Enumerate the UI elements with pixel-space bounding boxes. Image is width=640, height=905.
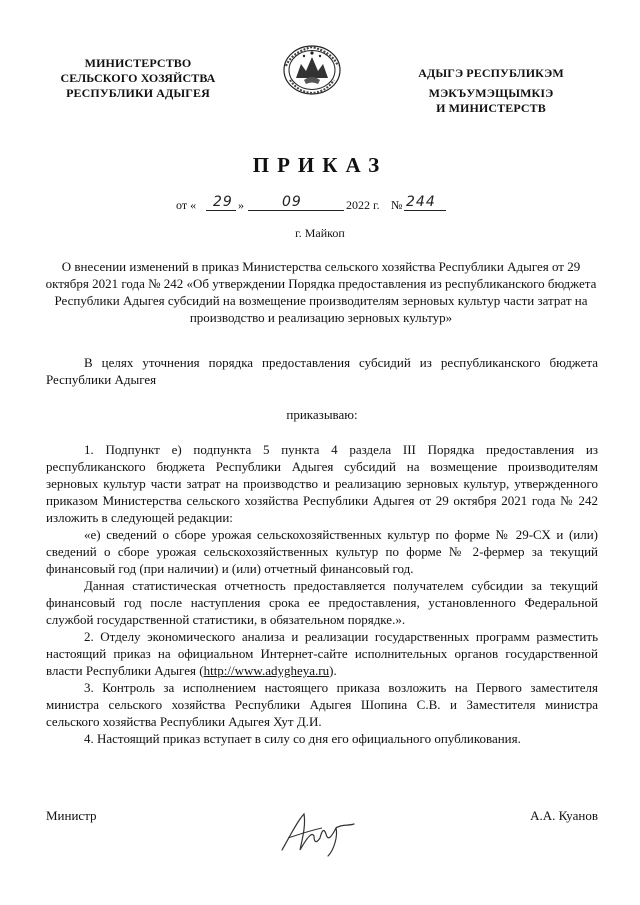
- header-right-line: АДЫГЭ РЕСПУБЛИКЭМ: [418, 66, 564, 80]
- header-left-line: РЕСПУБЛИКИ АДЫГЕЯ: [66, 86, 210, 100]
- header-right-line: И МИНИСТЕРСТВ: [436, 101, 546, 115]
- website-link[interactable]: http://www.adygheya.ru: [203, 663, 330, 678]
- coat-of-arms-icon: [282, 44, 342, 96]
- header-left-line: СЕЛЬСКОГО ХОЗЯЙСТВА: [60, 71, 216, 85]
- signer-position: Министр: [46, 808, 97, 823]
- intro-paragraph: В целях уточнения порядка предоставления субсидий из республиканского бюджета Республики Адыгея: [46, 355, 598, 387]
- signer-name: А.А. Куанов: [530, 808, 598, 823]
- order-body: [46, 354, 598, 747]
- paragraph-3: 3. Контроль за исполнением настоящего приказа возложить на Первого заместителя министра сельского хозяйства Республики Адыгея Шопина С.В. и Заместителя министра сельского хозяйства Республики Адыгея Хут Д.И.: [46, 680, 598, 729]
- ministry-name-adyghe: [396, 66, 586, 116]
- number-sign: №: [391, 198, 403, 212]
- ministry-name-russian: [38, 56, 238, 101]
- header-left-line: МИНИСТЕРСТВО: [84, 56, 192, 70]
- date-year: 2022 г.: [346, 198, 380, 212]
- document-title: ПРИКАЗ: [252, 153, 388, 177]
- quoted-paragraph-1: «е) сведений о сборе урожая сельскохозяйственных культур по форме № 29-СХ и (или) сведений о сборе урожая сельскохозяйственных культур по форме № 2-фермер за текущий финансовый год (при наличии) и (или) отчетный финансовый год.: [46, 527, 598, 576]
- order-subject: О внесении изменений в приказ Министерства сельского хозяйства Республики Адыгея от 29 октября 2021 года № 242 «Об утверждении Порядка предоставления из республиканского бюджета Республики Адыгея субсидий на возмещение производителям зерновых культур части затрат на производство и реализацию зерновых культур»: [45, 259, 597, 325]
- date-day: 29: [213, 194, 233, 210]
- paragraph-2-end: ).: [329, 663, 337, 678]
- month-underline: [248, 210, 344, 211]
- paragraph-2: [46, 628, 598, 679]
- paragraph-4: 4. Настоящий приказ вступает в силу со дня его официального опубликования.: [84, 731, 521, 746]
- quoted-paragraph-2: Данная статистическая отчетность предоставляется получателем субсидии за текущий финансовый год после наступления срока ее предоставления, установленного Федеральной службой государственной статистики, в обязательном порядке.».: [46, 578, 598, 627]
- order-word: приказываю:: [286, 407, 358, 422]
- number-underline: [404, 210, 446, 211]
- date-quote-close: »: [238, 198, 244, 212]
- header-right-line: МЭКЪУМЭЩЫМКIЭ: [428, 86, 554, 100]
- day-underline: [206, 210, 236, 211]
- order-number: 244: [406, 194, 436, 210]
- date-month: 09: [282, 194, 302, 210]
- signature-icon: [278, 806, 358, 862]
- paragraph-2-text: 2. Отделу экономического анализа и реализации государственных программ разместить настоящий приказ на официальном Интернет-сайте исполнительных органов государственной власти Республики Адыгея (: [46, 629, 598, 678]
- dateline: [176, 196, 476, 218]
- city: г. Майкоп: [295, 226, 345, 240]
- date-prefix: от «: [176, 198, 197, 212]
- paragraph-1: 1. Подпункт е) подпункта 5 пункта 4 раздела III Порядка предоставления из республиканского бюджета Республики Адыгея субсидий на возмещение производителям зерновых культур части затрат на производство и реализацию зерновых культур, утвержденного приказом Министерства сельского хозяйства Республики Адыгея от 29 октября 2021 года № 242 изложить в следующей редакции:: [46, 442, 598, 525]
